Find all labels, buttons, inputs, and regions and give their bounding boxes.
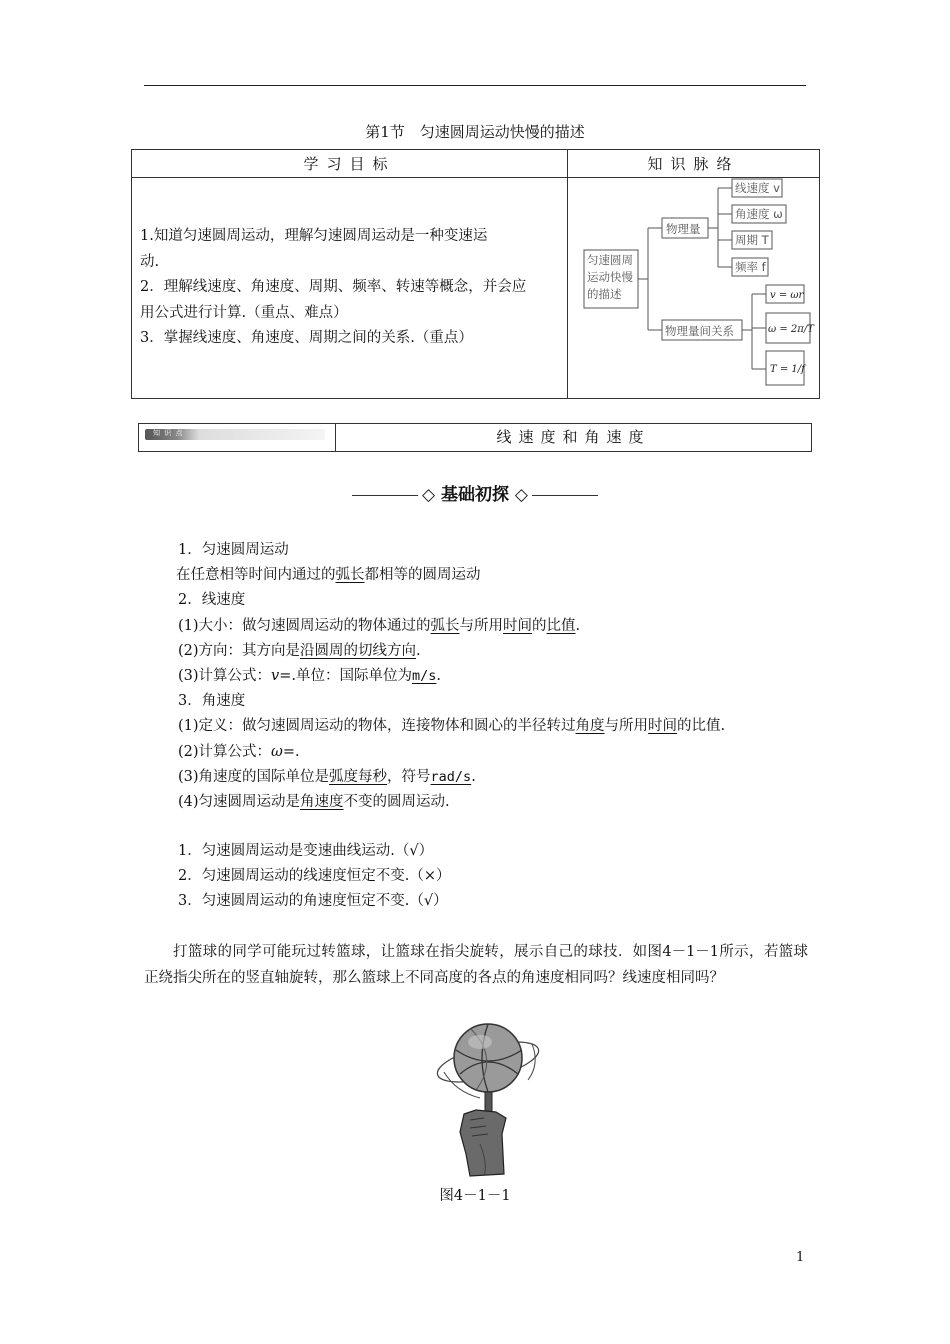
content-line: (2)方向：其方向是沿圆周的切线方向. bbox=[178, 642, 421, 659]
goal-line: 用公式进行计算.（重点、难点） bbox=[140, 304, 348, 321]
discussion-paragraph: 打篮球的同学可能玩过转篮球，让篮球在指尖旋转，展示自己的球技．如图4－1－1所示，若篮球正绕指尖所在的竖直轴旋转，那么篮球上不同高度的各点的角速度相同吗？线速度相同吗？ bbox=[144, 944, 808, 986]
map-relation-formula: ω = 2π/T bbox=[768, 324, 814, 335]
knowledge-map-header: 知识脉络 bbox=[568, 150, 820, 178]
content-line: (3)计算公式：v=.单位：国际单位为m/s. bbox=[178, 668, 442, 685]
content-line: (3)角速度的国际单位是弧度每秒，符号rad/s. bbox=[178, 768, 476, 785]
map-root-line: 的描述 bbox=[587, 287, 622, 301]
blank-answer: 弧长 bbox=[335, 567, 365, 584]
content-line: 2．线速度 bbox=[178, 592, 246, 609]
goal-line: 1.知道匀速圆周运动，理解匀速圆周运动是一种变速运 bbox=[140, 228, 488, 245]
judgement-item: 2．匀速圆周运动的线速度恒定不变.（×） bbox=[178, 868, 451, 885]
content-line: (1)大小：做匀速圆周运动的物体通过的弧长与所用时间的比值. bbox=[178, 617, 581, 634]
heading-rule-left bbox=[352, 495, 418, 496]
figure-caption: 图4－1－1 bbox=[439, 1188, 511, 1204]
goals-list bbox=[132, 178, 568, 399]
knowledge-map-cell bbox=[568, 178, 820, 399]
blank-answer: m/s bbox=[412, 668, 437, 685]
blank-answer: 角度 bbox=[575, 718, 605, 735]
blank-answer: 比值 bbox=[546, 617, 576, 634]
blank-answer: 时间 bbox=[503, 617, 533, 634]
goal-line: 2．理解线速度、角速度、周期、频率、转速等概念，并会应 bbox=[140, 279, 527, 296]
topic-title: 线速度和角速度 bbox=[496, 428, 651, 446]
content-line: 1．匀速圆周运动 bbox=[178, 542, 289, 558]
heading-rule-right bbox=[532, 495, 598, 496]
map-root-line: 运动快慢 bbox=[587, 270, 633, 284]
map-item-label: 频率 f bbox=[735, 260, 766, 274]
blank-answer: rad/s bbox=[430, 768, 472, 785]
basics-heading-text: ◇ 基础初探 ◇ bbox=[422, 485, 528, 505]
judgement-item: 3．匀速圆周运动的角速度恒定不变.（√） bbox=[178, 893, 448, 910]
blank-answer: 弧长 bbox=[430, 617, 460, 634]
page-number: 1 bbox=[796, 1250, 805, 1265]
goal-line: 3．掌握线速度、角速度、周期之间的关系.（重点） bbox=[140, 330, 473, 347]
basketball-figure bbox=[436, 1014, 546, 1184]
true-false-list bbox=[178, 839, 818, 915]
blank-answer: 沿圆周的切线方向 bbox=[300, 642, 417, 659]
map-relation-formula: T = 1/f bbox=[770, 364, 805, 375]
judgement-item: 1．匀速圆周运动是变速曲线运动.（√） bbox=[178, 843, 434, 859]
content-line: 在任意相等时间内通过的弧长都相等的圆周运动 bbox=[176, 567, 481, 584]
spinning-basketball-illustration bbox=[436, 1014, 546, 1184]
badge-text: 知 识 点 bbox=[153, 429, 184, 437]
knowledge-map-diagram bbox=[568, 178, 820, 398]
topic-band bbox=[138, 423, 812, 452]
goals-table bbox=[131, 149, 820, 399]
goal-line: 动. bbox=[140, 253, 160, 270]
content-line: 3．角速度 bbox=[178, 693, 246, 710]
map-branch1-label: 物理量 bbox=[666, 222, 701, 236]
map-root-line: 匀速圆周 bbox=[587, 253, 633, 267]
header-rule bbox=[144, 85, 806, 86]
content-line: (4)匀速圆周运动是角速度不变的圆周运动. bbox=[178, 794, 450, 811]
map-branch2-label: 物理量间关系 bbox=[665, 324, 734, 338]
blank-answer: 时间 bbox=[648, 718, 678, 735]
goals-header: 学习目标 bbox=[132, 150, 568, 178]
blank-answer: 角速度 bbox=[300, 794, 344, 811]
topic-band-badge-cell bbox=[139, 424, 336, 451]
content-line: (1)定义：做匀速圆周运动的物体，连接物体和圆心的半径转过角度与所用时间的比值. bbox=[178, 718, 726, 735]
basics-content bbox=[178, 538, 818, 815]
map-item-label: 周期 T bbox=[735, 233, 769, 247]
section-title: 第1节 匀速圆周运动快慢的描述 bbox=[365, 123, 585, 141]
content-line: (2)计算公式：ω=. bbox=[178, 743, 300, 760]
knowledge-point-badge bbox=[145, 429, 325, 440]
basics-heading bbox=[0, 480, 950, 505]
map-item-label: 角速度 ω bbox=[735, 207, 783, 221]
map-item-label: 线速度 v bbox=[735, 181, 780, 195]
blank-answer: 弧度每秒 bbox=[329, 768, 388, 785]
map-relation-formula: v = ωr bbox=[770, 290, 804, 301]
